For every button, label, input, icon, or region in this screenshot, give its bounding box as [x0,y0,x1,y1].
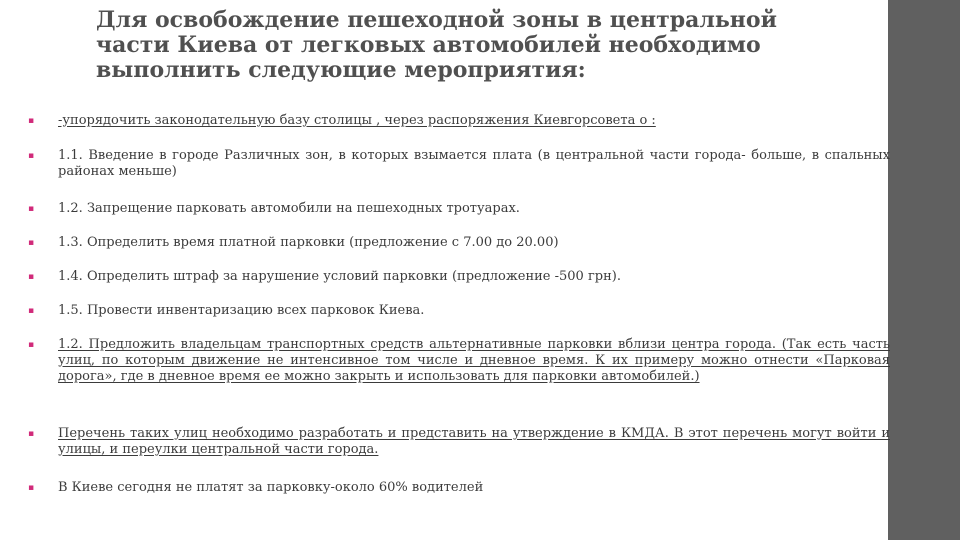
list-item [28,480,868,496]
bullet-icon: ▪ [28,483,35,493]
bullet-icon: ▪ [28,340,35,350]
list-item-text: 1.3. Определить время платной парковки (предложение с 7.00 до 20.00) [58,235,559,250]
right-sidebar-bar [888,0,960,540]
bullet-icon: ▪ [28,272,35,282]
list-item [28,113,868,129]
list-item-text: -упорядочить законодательную базу столицы , через распоряжения Киевгорсовета о : [58,113,656,128]
list-item-text: 1.4. Определить штраф за нарушение условий парковки (предложение -500 грн). [58,269,621,284]
bullet-icon: ▪ [28,306,35,316]
list-item [28,201,868,217]
list-item-text: Перечень таких улиц необходимо разработать и представить на утверждение в КМДА. В этот перечень могут войти и улицы, и переулки центральной части города. [58,426,890,457]
list-item [28,337,890,385]
list-item [28,303,868,319]
bullet-icon: ▪ [28,204,35,214]
bullet-icon: ▪ [28,238,35,248]
list-item [28,426,890,458]
list-item-text: 1.5. Провести инвентаризацию всех парковок Киева. [58,303,425,318]
bullet-icon: ▪ [28,151,35,161]
list-item [28,148,890,180]
slide-title: Для освобождение пешеходной зоны в центральной части Киева от легковых автомобилей необходимо выполнить следующие мероприятия: [96,7,777,83]
list-item-text: 1.2. Предложить владельцам транспортных средств альтернативные парковки вблизи центра города. (Так есть часть улиц, по которым движение не интенсивное том числе и дневное время. К их примеру можно отнести «Парковая дорога», где в дневное время ее можно закрыть и использовать для парковки автомобилей.) [58,337,890,384]
list-item-text: 1.2. Запрещение парковать автомобили на пешеходных тротуарах. [58,201,520,216]
list-item [28,269,868,285]
bullet-icon: ▪ [28,116,35,126]
bullet-icon: ▪ [28,429,35,439]
list-item [28,235,868,251]
list-item-text: В Киеве сегодня не платят за парковку-около 60% водителей [58,480,484,495]
list-item-text: 1.1. Введение в городе Различных зон, в которых взымается плата (в центральной части города- больше, в спальных районах меньше) [58,148,890,179]
